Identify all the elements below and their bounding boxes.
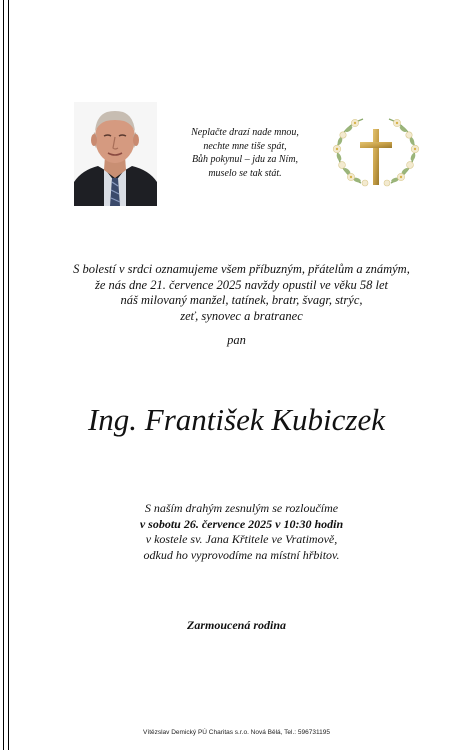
funeral-ceremony-info xyxy=(40,501,443,563)
funeral-service-footer: Vítězslav Demický PÚ Charitas s.r.o. Nová Bělá, Tel.: 596731195 xyxy=(143,729,330,736)
poem-line: muselo se tak stát. xyxy=(208,167,282,179)
announcement-line: že nás dne 21. července 2025 navždy opustil ve věku 58 let xyxy=(95,277,388,292)
cross-with-flower-wreath-icon xyxy=(327,111,425,189)
ceremony-location: v kostele sv. Jana Křtitele ve Vratimově, xyxy=(145,532,338,546)
poem-line: Bůh pokynul – jdu za Ním, xyxy=(191,154,299,165)
ceremony-date-time: v sobotu 26. července 2025 v 10:30 hodin xyxy=(139,516,344,531)
portrait-photo xyxy=(74,102,157,206)
portrait-illustration xyxy=(74,102,157,206)
announcement-line: zeť, synovec a bratranec xyxy=(180,308,303,323)
left-border-outer xyxy=(3,0,4,750)
ceremony-line: S naším drahým zesnulým se rozloučíme xyxy=(144,501,339,515)
deceased-name: Ing. František Kubiczek xyxy=(87,402,385,437)
poem-line: nechte mne tiše spát, xyxy=(203,140,287,152)
left-border-inner xyxy=(8,0,9,750)
pan-label: pan xyxy=(227,333,246,347)
ceremony-line: odkud ho vyprovodíme na místní hřbitov. xyxy=(143,547,340,562)
poem-line: Neplačte drazí nade mnou, xyxy=(191,127,299,138)
death-announcement-text xyxy=(40,262,443,324)
announcement-line: S bolestí v srdci oznamujeme všem příbuzným, přátelům a známým, xyxy=(73,262,410,276)
announcement-line: náš milovaný manžel, tatínek, bratr, švagr, strýc, xyxy=(120,293,363,307)
family-signature: Zarmoucená rodina xyxy=(186,618,286,632)
poem-verse xyxy=(170,126,320,180)
